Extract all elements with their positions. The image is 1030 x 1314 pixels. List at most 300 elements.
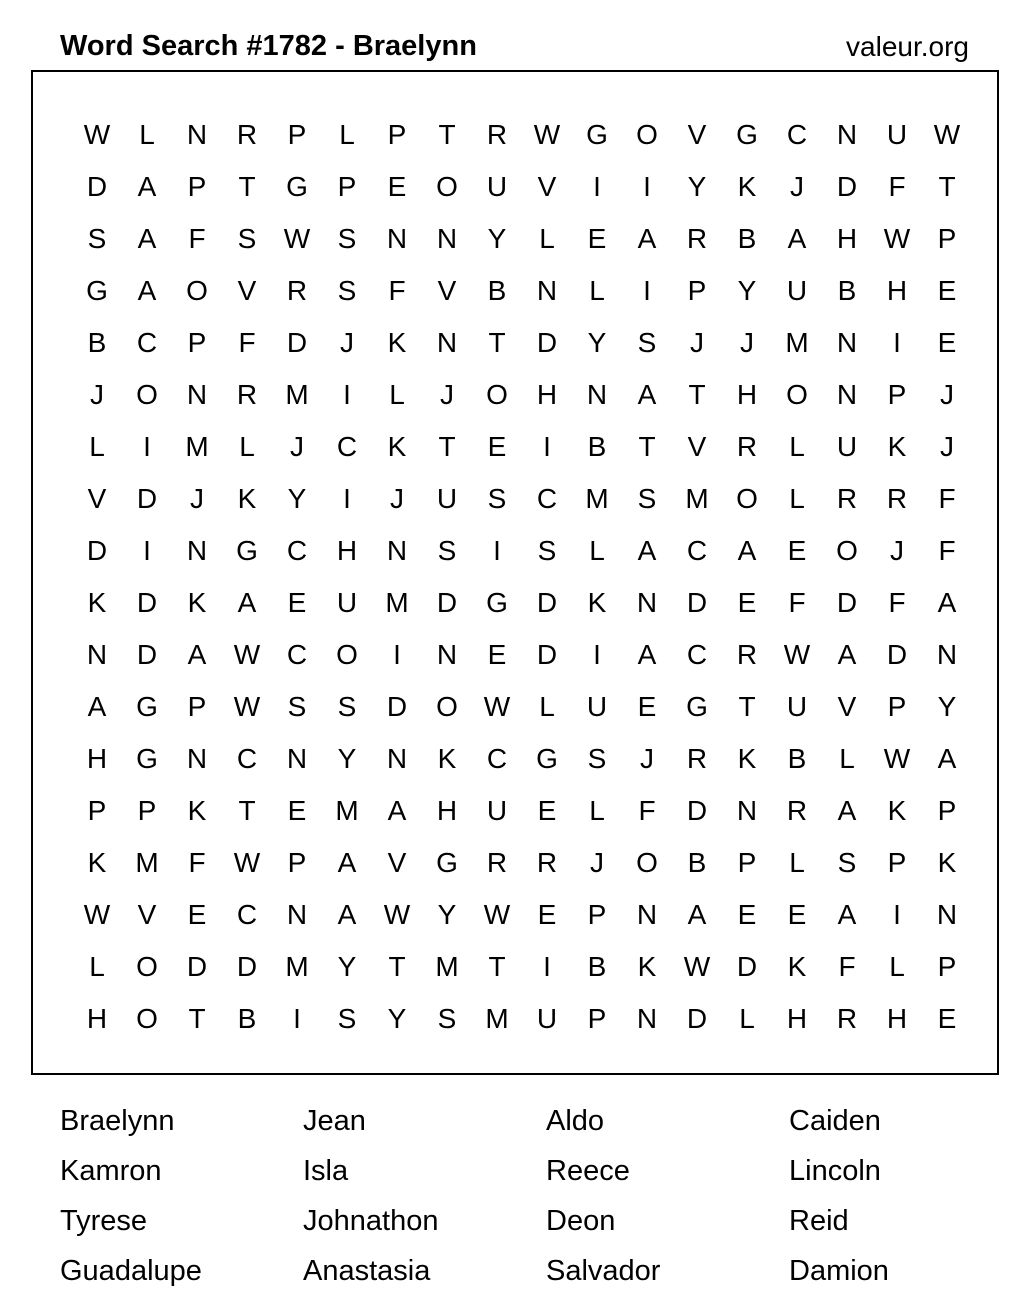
grid-cell[interactable]: N <box>736 795 758 826</box>
grid-cell[interactable]: N <box>586 379 608 410</box>
grid-cell[interactable]: L <box>539 223 555 254</box>
grid-cell[interactable]: A <box>837 795 857 826</box>
grid-cell[interactable]: D <box>736 951 758 982</box>
grid-cell[interactable]: D <box>686 587 708 618</box>
grid-cell[interactable]: R <box>786 795 808 826</box>
grid-cell[interactable]: N <box>836 379 858 410</box>
grid-cell[interactable]: C <box>236 899 258 930</box>
grid-cell[interactable]: N <box>636 899 658 930</box>
grid-cell[interactable]: W <box>783 639 811 670</box>
grid-cell[interactable]: U <box>586 691 608 722</box>
grid-cell[interactable]: C <box>786 119 808 150</box>
grid-cell[interactable]: M <box>285 951 309 982</box>
grid-cell[interactable]: S <box>637 483 657 514</box>
grid-cell[interactable]: U <box>486 795 508 826</box>
grid-cell[interactable]: Y <box>587 327 607 358</box>
grid-cell[interactable]: T <box>688 379 706 410</box>
grid-cell[interactable]: S <box>537 535 557 566</box>
grid-cell[interactable]: R <box>736 431 758 462</box>
grid-cell[interactable]: O <box>486 379 508 410</box>
grid-cell[interactable]: O <box>136 379 158 410</box>
grid-cell[interactable]: A <box>787 223 807 254</box>
grid-cell[interactable]: J <box>290 431 304 462</box>
grid-cell[interactable]: D <box>836 171 858 202</box>
grid-cell[interactable]: D <box>136 639 158 670</box>
grid-cell[interactable]: A <box>337 847 357 878</box>
grid-cell[interactable]: E <box>287 795 307 826</box>
grid-cell[interactable]: F <box>938 483 956 514</box>
grid-cell[interactable]: O <box>436 171 458 202</box>
grid-cell[interactable]: K <box>887 431 907 462</box>
grid-cell[interactable]: H <box>86 1003 108 1034</box>
grid-cell[interactable]: I <box>143 535 151 566</box>
grid-cell[interactable]: F <box>938 535 956 566</box>
grid-cell[interactable]: H <box>336 535 358 566</box>
grid-cell[interactable]: P <box>887 379 907 410</box>
grid-cell[interactable]: U <box>786 691 808 722</box>
grid-cell[interactable]: L <box>589 535 605 566</box>
grid-cell[interactable]: C <box>686 639 708 670</box>
grid-cell[interactable]: G <box>286 171 308 202</box>
grid-cell[interactable]: Y <box>337 951 357 982</box>
grid-cell[interactable]: J <box>340 327 354 358</box>
grid-cell[interactable]: N <box>836 327 858 358</box>
grid-cell[interactable]: E <box>187 899 207 930</box>
grid-cell[interactable]: D <box>86 171 108 202</box>
grid-cell[interactable]: M <box>335 795 359 826</box>
grid-cell[interactable]: C <box>136 327 158 358</box>
grid-cell[interactable]: W <box>83 899 111 930</box>
grid-cell[interactable]: G <box>536 743 558 774</box>
grid-cell[interactable]: Y <box>387 1003 407 1034</box>
grid-cell[interactable]: I <box>593 639 601 670</box>
grid-cell[interactable]: S <box>437 1003 457 1034</box>
grid-cell[interactable]: L <box>539 691 555 722</box>
grid-cell[interactable]: B <box>837 275 857 306</box>
grid-cell[interactable]: W <box>233 639 261 670</box>
grid-cell[interactable]: M <box>135 847 159 878</box>
grid-cell[interactable]: O <box>836 535 858 566</box>
grid-cell[interactable]: K <box>737 743 757 774</box>
grid-cell[interactable]: C <box>486 743 508 774</box>
grid-cell[interactable]: E <box>737 899 757 930</box>
grid-cell[interactable]: P <box>737 847 757 878</box>
grid-cell[interactable]: T <box>488 327 506 358</box>
grid-cell[interactable]: P <box>937 795 957 826</box>
grid-cell[interactable]: N <box>286 899 308 930</box>
grid-cell[interactable]: T <box>638 431 656 462</box>
grid-cell[interactable]: V <box>687 431 707 462</box>
grid-cell[interactable]: U <box>486 171 508 202</box>
grid-cell[interactable]: E <box>637 691 657 722</box>
grid-cell[interactable]: I <box>343 483 351 514</box>
grid-cell[interactable]: P <box>587 899 607 930</box>
grid-cell[interactable]: I <box>143 431 151 462</box>
grid-cell[interactable]: P <box>187 327 207 358</box>
grid-cell[interactable]: S <box>287 691 307 722</box>
grid-cell[interactable]: P <box>187 691 207 722</box>
grid-cell[interactable]: A <box>137 223 157 254</box>
grid-cell[interactable]: W <box>483 899 511 930</box>
grid-cell[interactable]: W <box>233 847 261 878</box>
grid-cell[interactable]: I <box>893 327 901 358</box>
grid-cell[interactable]: P <box>287 847 307 878</box>
grid-cell[interactable]: U <box>836 431 858 462</box>
grid-cell[interactable]: W <box>83 119 111 150</box>
grid-cell[interactable]: E <box>937 275 957 306</box>
grid-cell[interactable]: R <box>286 275 308 306</box>
grid-cell[interactable]: U <box>786 275 808 306</box>
grid-cell[interactable]: R <box>536 847 558 878</box>
grid-cell[interactable]: W <box>933 119 961 150</box>
grid-cell[interactable]: N <box>186 743 208 774</box>
grid-cell[interactable]: H <box>886 275 908 306</box>
grid-cell[interactable]: D <box>536 587 558 618</box>
grid-cell[interactable]: K <box>87 847 107 878</box>
grid-cell[interactable]: M <box>685 483 709 514</box>
grid-cell[interactable]: G <box>136 691 158 722</box>
grid-cell[interactable]: A <box>337 899 357 930</box>
grid-cell[interactable]: B <box>237 1003 257 1034</box>
grid-cell[interactable]: I <box>543 431 551 462</box>
grid-cell[interactable]: T <box>738 691 756 722</box>
grid-cell[interactable]: J <box>90 379 104 410</box>
grid-cell[interactable]: I <box>643 275 651 306</box>
grid-cell[interactable]: A <box>387 795 407 826</box>
grid-cell[interactable]: L <box>139 119 155 150</box>
grid-cell[interactable]: D <box>236 951 258 982</box>
grid-cell[interactable]: W <box>483 691 511 722</box>
grid-cell[interactable]: N <box>286 743 308 774</box>
grid-cell[interactable]: N <box>436 223 458 254</box>
grid-cell[interactable]: L <box>739 1003 755 1034</box>
grid-cell[interactable]: C <box>536 483 558 514</box>
grid-cell[interactable]: K <box>237 483 257 514</box>
grid-cell[interactable]: I <box>643 171 651 202</box>
grid-cell[interactable]: N <box>536 275 558 306</box>
grid-cell[interactable]: L <box>339 119 355 150</box>
grid-cell[interactable]: V <box>137 899 157 930</box>
grid-cell[interactable]: G <box>86 275 108 306</box>
grid-cell[interactable]: H <box>786 1003 808 1034</box>
grid-cell[interactable]: F <box>638 795 656 826</box>
grid-cell[interactable]: V <box>387 847 407 878</box>
grid-cell[interactable]: D <box>686 795 708 826</box>
grid-cell[interactable]: J <box>940 431 954 462</box>
grid-cell[interactable]: M <box>185 431 209 462</box>
grid-cell[interactable]: D <box>386 691 408 722</box>
grid-cell[interactable]: N <box>186 379 208 410</box>
grid-cell[interactable]: E <box>487 639 507 670</box>
grid-cell[interactable]: E <box>737 587 757 618</box>
grid-cell[interactable]: H <box>86 743 108 774</box>
grid-cell[interactable]: B <box>587 431 607 462</box>
grid-cell[interactable]: C <box>236 743 258 774</box>
grid-cell[interactable]: L <box>239 431 255 462</box>
grid-cell[interactable]: O <box>636 847 658 878</box>
grid-cell[interactable]: A <box>937 587 957 618</box>
grid-cell[interactable]: S <box>487 483 507 514</box>
grid-cell[interactable]: W <box>883 743 911 774</box>
grid-cell[interactable]: N <box>186 119 208 150</box>
grid-cell[interactable]: D <box>886 639 908 670</box>
grid-cell[interactable]: F <box>188 847 206 878</box>
grid-cell[interactable]: J <box>740 327 754 358</box>
grid-cell[interactable]: F <box>888 587 906 618</box>
grid-cell[interactable]: R <box>836 483 858 514</box>
grid-cell[interactable]: K <box>387 431 407 462</box>
grid-cell[interactable]: C <box>286 639 308 670</box>
grid-cell[interactable]: J <box>440 379 454 410</box>
grid-cell[interactable]: N <box>636 1003 658 1034</box>
grid-cell[interactable]: M <box>785 327 809 358</box>
grid-cell[interactable]: D <box>136 587 158 618</box>
grid-cell[interactable]: A <box>187 639 207 670</box>
grid-cell[interactable]: H <box>886 1003 908 1034</box>
grid-cell[interactable]: R <box>236 119 258 150</box>
grid-cell[interactable]: T <box>438 431 456 462</box>
grid-cell[interactable]: Y <box>737 275 757 306</box>
grid-cell[interactable]: F <box>188 223 206 254</box>
grid-cell[interactable]: E <box>937 327 957 358</box>
grid-cell[interactable]: P <box>937 223 957 254</box>
grid-cell[interactable]: A <box>137 171 157 202</box>
grid-cell[interactable]: G <box>236 535 258 566</box>
grid-cell[interactable]: H <box>836 223 858 254</box>
grid-cell[interactable]: C <box>336 431 358 462</box>
grid-cell[interactable]: J <box>790 171 804 202</box>
grid-cell[interactable]: H <box>536 379 558 410</box>
grid-cell[interactable]: W <box>683 951 711 982</box>
grid-cell[interactable]: M <box>285 379 309 410</box>
grid-cell[interactable]: V <box>837 691 857 722</box>
grid-cell[interactable]: L <box>789 431 805 462</box>
grid-cell[interactable]: R <box>836 1003 858 1034</box>
grid-cell[interactable]: M <box>385 587 409 618</box>
grid-cell[interactable]: O <box>436 691 458 722</box>
grid-cell[interactable]: N <box>936 639 958 670</box>
grid-cell[interactable]: G <box>686 691 708 722</box>
grid-cell[interactable]: I <box>493 535 501 566</box>
grid-cell[interactable]: B <box>587 951 607 982</box>
grid-cell[interactable]: E <box>487 431 507 462</box>
grid-cell[interactable]: Y <box>937 691 957 722</box>
grid-cell[interactable]: A <box>87 691 107 722</box>
grid-cell[interactable]: E <box>387 171 407 202</box>
grid-cell[interactable]: D <box>286 327 308 358</box>
grid-cell[interactable]: D <box>86 535 108 566</box>
grid-cell[interactable]: K <box>587 587 607 618</box>
grid-cell[interactable]: K <box>387 327 407 358</box>
grid-cell[interactable]: A <box>837 639 857 670</box>
grid-cell[interactable]: E <box>937 1003 957 1034</box>
grid-cell[interactable]: M <box>585 483 609 514</box>
grid-cell[interactable]: E <box>537 795 557 826</box>
grid-cell[interactable]: F <box>238 327 256 358</box>
grid-cell[interactable]: L <box>89 951 105 982</box>
grid-cell[interactable]: F <box>788 587 806 618</box>
grid-cell[interactable]: F <box>838 951 856 982</box>
grid-cell[interactable]: U <box>536 1003 558 1034</box>
grid-cell[interactable]: S <box>87 223 107 254</box>
grid-cell[interactable]: J <box>940 379 954 410</box>
grid-cell[interactable]: K <box>637 951 657 982</box>
grid-cell[interactable]: B <box>787 743 807 774</box>
grid-cell[interactable]: N <box>436 327 458 358</box>
grid-cell[interactable]: L <box>789 483 805 514</box>
grid-cell[interactable]: R <box>886 483 908 514</box>
grid-cell[interactable]: O <box>186 275 208 306</box>
grid-cell[interactable]: W <box>233 691 261 722</box>
grid-cell[interactable]: V <box>537 171 557 202</box>
grid-cell[interactable]: P <box>137 795 157 826</box>
grid-cell[interactable]: E <box>787 899 807 930</box>
grid-cell[interactable]: S <box>637 327 657 358</box>
grid-cell[interactable]: T <box>388 951 406 982</box>
grid-cell[interactable]: W <box>533 119 561 150</box>
grid-cell[interactable]: J <box>190 483 204 514</box>
grid-cell[interactable]: U <box>336 587 358 618</box>
grid-cell[interactable]: A <box>737 535 757 566</box>
grid-cell[interactable]: T <box>238 171 256 202</box>
grid-cell[interactable]: C <box>286 535 308 566</box>
grid-cell[interactable]: R <box>486 847 508 878</box>
grid-cell[interactable]: H <box>736 379 758 410</box>
grid-cell[interactable]: L <box>389 379 405 410</box>
grid-cell[interactable]: Y <box>687 171 707 202</box>
grid-cell[interactable]: A <box>687 899 707 930</box>
grid-cell[interactable]: O <box>136 951 158 982</box>
grid-cell[interactable]: O <box>636 119 658 150</box>
grid-cell[interactable]: N <box>386 535 408 566</box>
grid-cell[interactable]: T <box>238 795 256 826</box>
grid-cell[interactable]: M <box>485 1003 509 1034</box>
grid-cell[interactable]: N <box>636 587 658 618</box>
grid-cell[interactable]: P <box>937 951 957 982</box>
grid-cell[interactable]: O <box>136 1003 158 1034</box>
grid-cell[interactable]: H <box>436 795 458 826</box>
grid-cell[interactable]: V <box>687 119 707 150</box>
grid-cell[interactable]: E <box>287 587 307 618</box>
grid-cell[interactable]: G <box>486 587 508 618</box>
grid-cell[interactable]: S <box>237 223 257 254</box>
grid-cell[interactable]: D <box>686 1003 708 1034</box>
grid-cell[interactable]: S <box>337 691 357 722</box>
grid-cell[interactable]: N <box>436 639 458 670</box>
grid-cell[interactable]: K <box>437 743 457 774</box>
grid-cell[interactable]: Y <box>287 483 307 514</box>
grid-cell[interactable]: P <box>587 1003 607 1034</box>
grid-cell[interactable]: N <box>836 119 858 150</box>
grid-cell[interactable]: A <box>137 275 157 306</box>
grid-cell[interactable]: J <box>390 483 404 514</box>
grid-cell[interactable]: K <box>737 171 757 202</box>
grid-cell[interactable]: D <box>536 327 558 358</box>
grid-cell[interactable]: A <box>637 223 657 254</box>
grid-cell[interactable]: I <box>393 639 401 670</box>
grid-cell[interactable]: O <box>336 639 358 670</box>
grid-cell[interactable]: L <box>789 847 805 878</box>
grid-cell[interactable]: N <box>386 743 408 774</box>
grid-cell[interactable]: K <box>87 587 107 618</box>
grid-cell[interactable]: T <box>188 1003 206 1034</box>
grid-cell[interactable]: A <box>637 535 657 566</box>
grid-cell[interactable]: R <box>236 379 258 410</box>
grid-cell[interactable]: A <box>837 899 857 930</box>
grid-cell[interactable]: R <box>686 743 708 774</box>
grid-cell[interactable]: A <box>237 587 257 618</box>
grid-cell[interactable]: T <box>438 119 456 150</box>
grid-cell[interactable]: M <box>435 951 459 982</box>
grid-cell[interactable]: G <box>586 119 608 150</box>
grid-cell[interactable]: J <box>690 327 704 358</box>
grid-cell[interactable]: I <box>293 1003 301 1034</box>
grid-cell[interactable]: P <box>87 795 107 826</box>
grid-cell[interactable]: R <box>736 639 758 670</box>
grid-cell[interactable]: Y <box>437 899 457 930</box>
grid-cell[interactable]: R <box>686 223 708 254</box>
grid-cell[interactable]: I <box>543 951 551 982</box>
grid-cell[interactable]: A <box>637 639 657 670</box>
grid-cell[interactable]: F <box>888 171 906 202</box>
grid-cell[interactable]: O <box>786 379 808 410</box>
grid-cell[interactable]: S <box>837 847 857 878</box>
grid-cell[interactable]: D <box>186 951 208 982</box>
grid-cell[interactable]: K <box>937 847 957 878</box>
grid-cell[interactable]: P <box>337 171 357 202</box>
grid-cell[interactable]: I <box>343 379 351 410</box>
grid-cell[interactable]: S <box>587 743 607 774</box>
grid-cell[interactable]: L <box>589 275 605 306</box>
grid-cell[interactable]: L <box>589 795 605 826</box>
grid-cell[interactable]: J <box>640 743 654 774</box>
grid-cell[interactable]: D <box>436 587 458 618</box>
grid-cell[interactable]: K <box>887 795 907 826</box>
grid-cell[interactable]: N <box>936 899 958 930</box>
grid-cell[interactable]: E <box>537 899 557 930</box>
grid-cell[interactable]: N <box>186 535 208 566</box>
grid-cell[interactable]: U <box>436 483 458 514</box>
grid-cell[interactable]: K <box>787 951 807 982</box>
grid-cell[interactable]: P <box>687 275 707 306</box>
grid-cell[interactable]: S <box>337 275 357 306</box>
grid-cell[interactable]: S <box>337 1003 357 1034</box>
grid-cell[interactable]: B <box>687 847 707 878</box>
grid-cell[interactable]: I <box>893 899 901 930</box>
grid-cell[interactable]: R <box>486 119 508 150</box>
grid-cell[interactable]: L <box>89 431 105 462</box>
grid-cell[interactable]: F <box>388 275 406 306</box>
grid-cell[interactable]: A <box>937 743 957 774</box>
grid-cell[interactable]: Y <box>337 743 357 774</box>
grid-cell[interactable]: J <box>890 535 904 566</box>
grid-cell[interactable]: Y <box>487 223 507 254</box>
grid-cell[interactable]: L <box>889 951 905 982</box>
grid-cell[interactable]: C <box>686 535 708 566</box>
grid-cell[interactable]: N <box>386 223 408 254</box>
grid-cell[interactable]: S <box>337 223 357 254</box>
grid-cell[interactable]: K <box>187 587 207 618</box>
grid-cell[interactable]: O <box>736 483 758 514</box>
grid-cell[interactable]: P <box>287 119 307 150</box>
grid-cell[interactable]: D <box>836 587 858 618</box>
grid-cell[interactable]: P <box>887 847 907 878</box>
grid-cell[interactable]: D <box>536 639 558 670</box>
grid-cell[interactable]: G <box>436 847 458 878</box>
grid-cell[interactable]: T <box>488 951 506 982</box>
grid-cell[interactable]: G <box>736 119 758 150</box>
grid-cell[interactable]: U <box>886 119 908 150</box>
